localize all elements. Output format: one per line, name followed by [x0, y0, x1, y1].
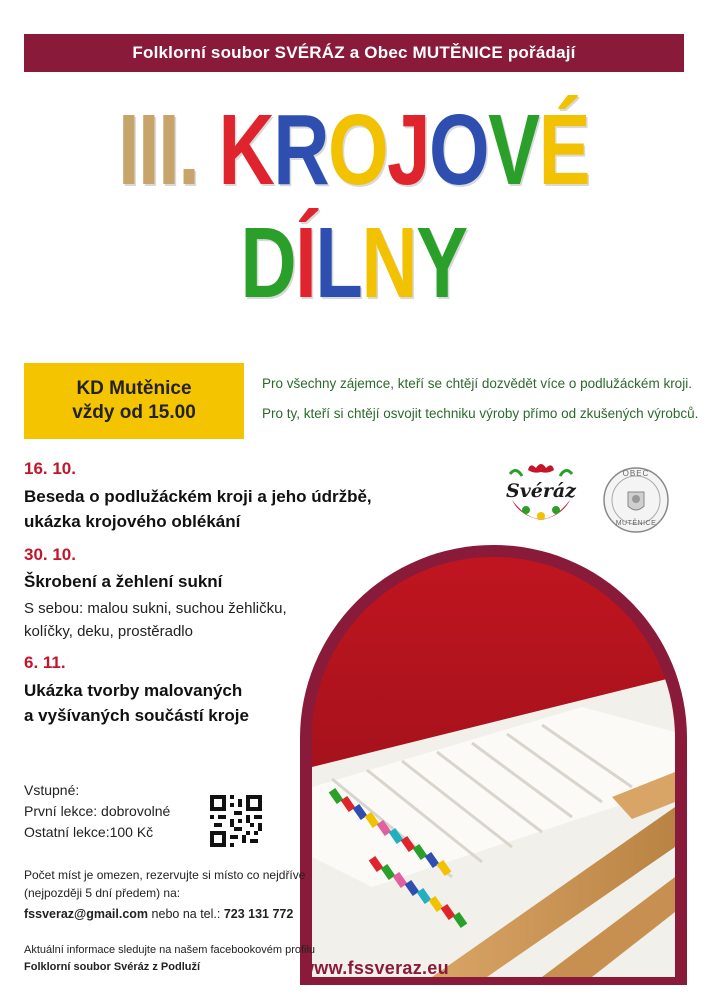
- title-letter: D: [240, 207, 296, 319]
- obec-seal-bottom: MUTĚNICE: [615, 520, 657, 527]
- event-date: 30. 10.: [24, 545, 76, 564]
- organizers-text: Folklorní soubor SVÉRÁZ a Obec MUTĚNICE pořádají: [132, 43, 576, 62]
- title-letter: R: [273, 94, 329, 206]
- event-note: S sebou: malou sukni, suchou žehličku,: [24, 600, 287, 617]
- title-letter: O: [428, 94, 489, 206]
- event-title: Škrobení a žehlení sukní: [24, 572, 223, 591]
- footer-profile[interactable]: Folklorní soubor Svéráz z Podluží: [24, 961, 201, 973]
- footer-info: Aktuální informace sledujte na našem facebookovém profilu: [24, 944, 316, 956]
- booking-middle: nebo na tel.:: [148, 907, 224, 921]
- booking-line-2: (nejpozději 5 dní předem) na:: [24, 886, 181, 900]
- event-title: Beseda o podlužáckém kroji a jeho údržbě,: [24, 487, 372, 506]
- qr-code-graphic: [210, 795, 262, 847]
- fees-heading: Vstupné:: [24, 782, 80, 798]
- venue-box: [24, 363, 244, 439]
- booking-email[interactable]: fssveraz@gmail.com: [24, 907, 149, 921]
- title-letter: N: [361, 207, 417, 319]
- title-letter: Í: [295, 207, 316, 319]
- booking-line-1: Počet míst je omezen, rezervujte si místo co nejdříve: [24, 868, 306, 882]
- event-title: ukázka krojového oblékání: [24, 512, 241, 531]
- sveraz-logo: [492, 460, 590, 532]
- event-title: a vyšívaných součástí kroje: [24, 706, 249, 725]
- venue-time: vždy od 15.00: [72, 402, 196, 423]
- obec-seal: [602, 466, 670, 534]
- title-letter: L: [315, 207, 362, 319]
- title-letter: J: [387, 94, 429, 206]
- booking-phone[interactable]: 723 131 772: [223, 907, 294, 921]
- title-letter: Y: [416, 207, 467, 319]
- title-part: III.: [117, 94, 219, 206]
- fees-first: První lekce: dobrovolné: [24, 803, 171, 819]
- title-letter: V: [488, 94, 539, 206]
- intro-line-1: Pro všechny zájemce, kteří se chtějí dozvědět více o podlužáckém kroji.: [262, 376, 692, 391]
- title-letter: É: [538, 94, 590, 206]
- organizers-banner: [24, 34, 684, 72]
- event-title: Ukázka tvorby malovaných: [24, 681, 243, 700]
- title-letter: K: [218, 94, 274, 206]
- event-date: 16. 10.: [24, 459, 76, 478]
- kroje-photo-illustration: [312, 557, 675, 977]
- title-letter: O: [328, 94, 388, 206]
- qr-code[interactable]: [210, 795, 262, 847]
- title-line-2: [78, 207, 629, 319]
- title-line-1: [78, 94, 629, 206]
- sveraz-logo-text: Svéráz: [506, 480, 576, 502]
- fees-other: Ostatní lekce:100 Kč: [24, 824, 154, 840]
- event-note: kolíčky, deku, prostěradlo: [24, 623, 193, 640]
- kroje-photo: [312, 557, 675, 977]
- booking-contact: [24, 906, 293, 923]
- event-date: 6. 11.: [24, 653, 66, 672]
- website-link[interactable]: www.fssveraz.eu: [300, 958, 449, 978]
- obec-seal-top: OBEC: [622, 469, 650, 478]
- intro-line-2: Pro ty, kteří si chtějí osvojit techniku výroby přímo od zkušených výrobců.: [262, 406, 699, 421]
- venue-name: KD Mutěnice: [76, 378, 192, 400]
